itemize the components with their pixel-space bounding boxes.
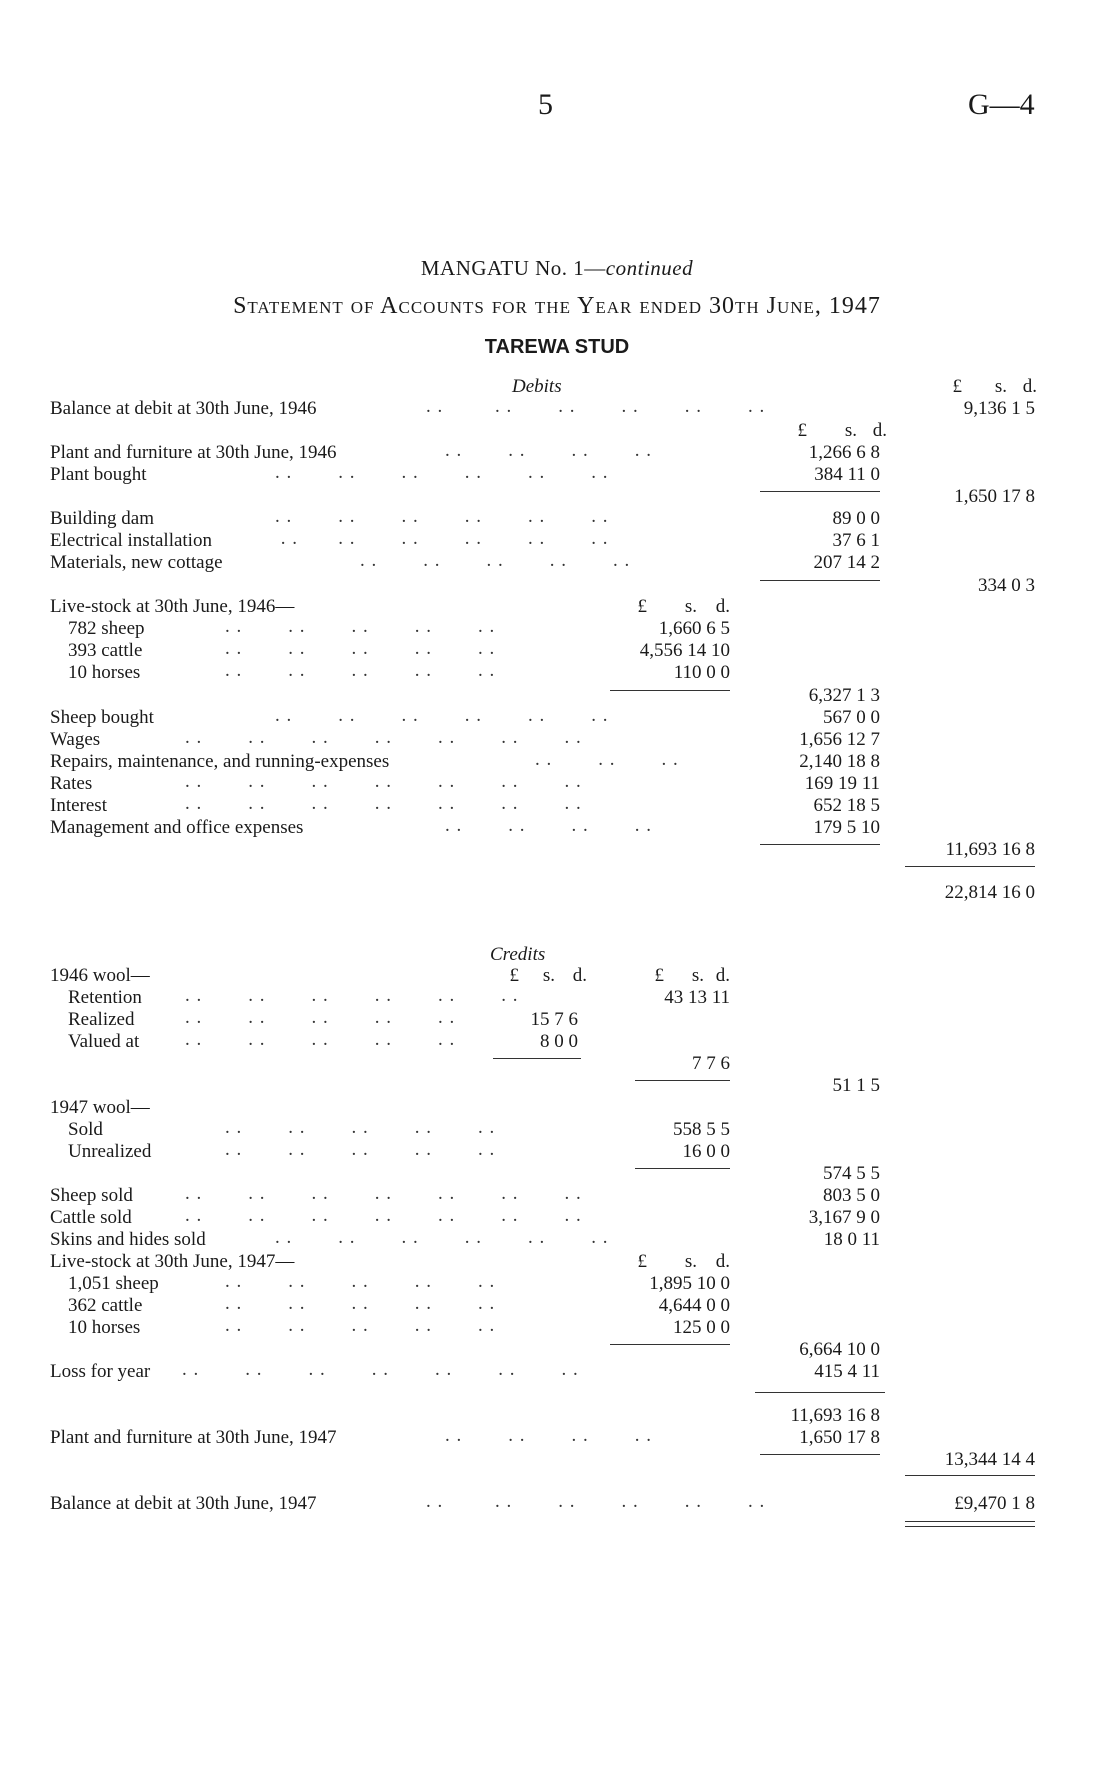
leader-dots: . . . . . . . . . . . . . . (182, 1359, 579, 1380)
row-amount: 207 14 2 (813, 552, 880, 573)
works-total-row (50, 575, 1040, 597)
electrical-row (50, 530, 1040, 552)
row-amount: 51 1 5 (832, 1075, 880, 1096)
row-label: Interest (50, 795, 107, 816)
row-amount: 22,814 16 0 (944, 882, 1035, 903)
wages-row (50, 729, 1040, 751)
cattle-362-row (50, 1295, 1040, 1317)
row-amount: 803 5 0 (823, 1185, 880, 1206)
materials-row (50, 552, 1040, 574)
row-amount: 11,693 16 8 (790, 1405, 880, 1426)
col-head-mid (50, 420, 1040, 442)
leader-dots: . . . . . . . . . . (225, 660, 496, 681)
leader-dots: . . . . . . . . . . (225, 1315, 496, 1336)
row-label: Building dam (50, 508, 154, 529)
loss-row (50, 1361, 1040, 1383)
leader-dots: . . . . . . . . (445, 815, 652, 836)
interest-row (50, 795, 1040, 817)
debits-heading: Debits (512, 376, 562, 397)
leader-dots: . . . . . . . . . . (225, 1117, 496, 1138)
row-label: Plant bought (50, 464, 147, 485)
row-label: Materials, new cottage (50, 552, 223, 573)
row-amount: 415 4 11 (814, 1361, 880, 1382)
wool-1947-total-row (50, 1163, 1040, 1185)
balance-1946-row (50, 398, 1040, 420)
row-amount: 125 0 0 (673, 1317, 730, 1338)
row-label: 362 cattle (68, 1295, 143, 1316)
row-label: Realized (68, 1009, 135, 1030)
row-amount: 9,136 1 5 (963, 398, 1035, 419)
row-amount: 6,327 1 3 (808, 685, 880, 706)
subtotal-row (50, 1405, 1040, 1427)
wool-diff-row (50, 1053, 1040, 1075)
row-label: Plant and furniture at 30th June, 1946 (50, 442, 337, 463)
leader-dots: . . . . . . . . . . . . . . (185, 727, 582, 748)
leader-dots: . . . . . . . . . . . . . . (185, 771, 582, 792)
leader-dots: . . . . . . . . . . . . (275, 462, 609, 483)
pence-head: d. (1022, 376, 1037, 397)
leader-dots: . . . . . . . . . . (185, 1007, 456, 1028)
row-amount: 89 0 0 (832, 508, 880, 529)
row-amount: 43 13 11 (664, 987, 730, 1008)
sheep-bought-row (50, 707, 1040, 729)
shilling-head: s. (844, 420, 857, 441)
shilling-head: s. (542, 965, 555, 986)
row-amount: 558 5 5 (673, 1119, 730, 1140)
row-amount: 1,656 12 7 (799, 729, 880, 750)
credits-total-row (50, 1449, 1040, 1471)
row-amount: 15 7 6 (530, 1009, 578, 1030)
shilling-head: s. (691, 965, 704, 986)
row-amount: 334 0 3 (978, 575, 1035, 596)
col-head-right (50, 376, 1040, 398)
statement-title: Statement of Accounts for the Year ended 30th June, 1947 (233, 293, 881, 319)
page-number: 5 (538, 88, 553, 121)
row-label: Valued at (68, 1031, 140, 1052)
document-title (0, 256, 1114, 281)
leader-dots: . . . . . . . . . . . . (185, 985, 519, 1006)
row-amount: 110 0 0 (673, 662, 730, 683)
leader-dots: . . . . . . . . . . . . (426, 1491, 766, 1512)
row-amount: 1,266 6 8 (808, 442, 880, 463)
title-continued: continued (605, 256, 694, 280)
pound-head: £ (637, 596, 647, 617)
row-label: Loss for year (50, 1361, 151, 1382)
row-label: 10 horses (68, 1317, 141, 1338)
building-dam-row (50, 508, 1040, 530)
row-amount: 37 6 1 (832, 530, 880, 551)
pence-head: d. (715, 1251, 730, 1272)
row-amount: 567 0 0 (823, 707, 880, 728)
row-amount: 18 0 11 (823, 1229, 880, 1250)
sheep-782-row (50, 618, 1040, 640)
sheep-1051-row (50, 1273, 1040, 1295)
row-label: Wages (50, 729, 101, 750)
row-label: Plant and furniture at 30th June, 1947 (50, 1427, 337, 1448)
leader-dots: . . . . . . . . . . (225, 1271, 496, 1292)
leader-dots: . . . . . . . . . . . . . . (185, 793, 582, 814)
leader-dots: . . . . . . . . . . . . (275, 1227, 609, 1248)
valued-at-row (50, 1031, 1040, 1053)
row-label: Live-stock at 30th June, 1946— (50, 596, 295, 617)
plant-bought-row (50, 464, 1040, 486)
repairs-row (50, 751, 1040, 773)
row-amount: 3,167 9 0 (808, 1207, 880, 1228)
leader-dots: . . . . . . . . . . (360, 550, 631, 571)
wool-1946-total-row (50, 1075, 1040, 1097)
leader-dots: . . . . . . . . . . (225, 638, 496, 659)
sheep-sold-row (50, 1185, 1040, 1207)
row-label: Skins and hides sold (50, 1229, 206, 1250)
row-label: Management and office expenses (50, 817, 304, 838)
rule (905, 1475, 1035, 1476)
leader-dots: . . . . . . . . . . . . . . (185, 1205, 582, 1226)
row-amount: 7 7 6 (692, 1053, 730, 1074)
pound-head: £ (637, 1251, 647, 1272)
livestock-total-row (50, 685, 1040, 707)
horses-10-1947-row (50, 1317, 1040, 1339)
document-code: G—4 (968, 88, 1035, 121)
skins-row (50, 1229, 1040, 1251)
row-label: Repairs, maintenance, and running-expenses (50, 751, 390, 772)
leader-dots: . . . . . . . . . . (225, 616, 496, 637)
credits-heading: Credits (490, 944, 546, 965)
row-label: Unrealized (68, 1141, 152, 1162)
pound-head: £ (509, 965, 519, 986)
horses-10-row (50, 662, 1040, 684)
row-amount: 6,664 10 0 (799, 1339, 880, 1360)
leader-dots: . . . . . . . . . . (225, 1139, 496, 1160)
sold-row (50, 1119, 1040, 1141)
row-label: Rates (50, 773, 93, 794)
pound-head: £ (654, 965, 664, 986)
pence-head: d. (715, 596, 730, 617)
livestock-1947-row (50, 1251, 1040, 1273)
row-amount: 384 11 0 (814, 464, 880, 485)
row-amount: 16 0 0 (682, 1141, 730, 1162)
row-label: Retention (68, 987, 142, 1008)
pence-head: d. (572, 965, 587, 986)
row-amount: 11,693 16 8 (945, 839, 1035, 860)
shilling-head: s. (994, 376, 1007, 397)
leader-dots: . . . . . . . . . . (225, 1293, 496, 1314)
row-label: 1947 wool— (50, 1097, 150, 1118)
retention-row (50, 987, 1040, 1009)
row-label: Cattle sold (50, 1207, 132, 1228)
row-amount: 652 18 5 (813, 795, 880, 816)
pound-head: £ (952, 376, 962, 397)
pound-head: £ (797, 420, 807, 441)
row-label: Live-stock at 30th June, 1947— (50, 1251, 295, 1272)
plant-1947-row (50, 1427, 1040, 1449)
management-row (50, 817, 1040, 839)
row-amount: 13,344 14 4 (944, 1449, 1035, 1470)
row-label: 1,051 sheep (68, 1273, 159, 1294)
leader-dots: . . . . . . . . . . (185, 1029, 456, 1050)
shilling-head: s. (684, 1251, 697, 1272)
plant-total-row (50, 486, 1040, 508)
row-label: Sheep bought (50, 707, 154, 728)
leader-dots: . . . . . . . . . . . . . . (185, 1183, 582, 1204)
row-amount: 574 5 5 (823, 1163, 880, 1184)
shilling-head: s. (684, 596, 697, 617)
realized-row (50, 1009, 1040, 1031)
rule (905, 866, 1035, 867)
livestock-1946-row (50, 596, 1040, 618)
row-amount: 4,556 14 10 (639, 640, 730, 661)
row-label: 1946 wool— (50, 965, 150, 986)
row-amount: 8 0 0 (540, 1031, 578, 1052)
title-main: MANGATU No. 1— (420, 256, 606, 280)
leader-dots: . . . . . . (535, 749, 679, 770)
wool-1947-row (50, 1097, 1040, 1119)
row-amount: 1,895 10 0 (649, 1273, 730, 1294)
balance-1947-row (50, 1493, 1040, 1515)
double-rule (905, 1521, 1035, 1527)
pence-head: d. (872, 420, 887, 441)
row-amount: 4,644 0 0 (658, 1295, 730, 1316)
row-amount: 1,660 6 5 (658, 618, 730, 639)
unrealized-row (50, 1141, 1040, 1163)
cattle-sold-row (50, 1207, 1040, 1229)
rates-row (50, 773, 1040, 795)
leader-dots: . . . . . . . . . . . . (275, 705, 609, 726)
livestock-1947-total-row (50, 1339, 1040, 1361)
leader-dots: . . . . . . . . . . . . (275, 506, 609, 527)
row-label: Balance at debit at 30th June, 1947 (50, 1493, 317, 1514)
grand-total-row (50, 882, 1040, 904)
row-amount: £9,470 1 8 (954, 1493, 1035, 1514)
row-label: Balance at debit at 30th June, 1946 (50, 398, 317, 419)
row-amount: 1,650 17 8 (954, 486, 1035, 507)
row-amount: 2,140 18 8 (799, 751, 880, 772)
row-label: 782 sheep (68, 618, 145, 639)
row-amount: 169 19 11 (804, 773, 880, 794)
cattle-393-row (50, 640, 1040, 662)
row-amount: 1,650 17 8 (799, 1427, 880, 1448)
row-label: Sold (68, 1119, 103, 1140)
pence-head: d. (715, 965, 730, 986)
rule (755, 1392, 885, 1393)
stud-title: TAREWA STUD (484, 336, 630, 358)
row-label: 10 horses (68, 662, 141, 683)
leader-dots: . . . . . . . . (445, 1425, 652, 1446)
wool-1946-row (50, 965, 1040, 987)
row-amount: 179 5 10 (813, 817, 880, 838)
plant-1946-row (50, 442, 1040, 464)
leader-dots: . . . . . . . . (445, 440, 652, 461)
leader-dots: . . . . . . . . . . . . (275, 528, 609, 549)
running-total-row (50, 839, 1040, 861)
row-label: Sheep sold (50, 1185, 133, 1206)
row-label: 393 cattle (68, 640, 143, 661)
row-label: Electrical installation (50, 530, 212, 551)
leader-dots: . . . . . . . . . . . . (426, 396, 766, 417)
